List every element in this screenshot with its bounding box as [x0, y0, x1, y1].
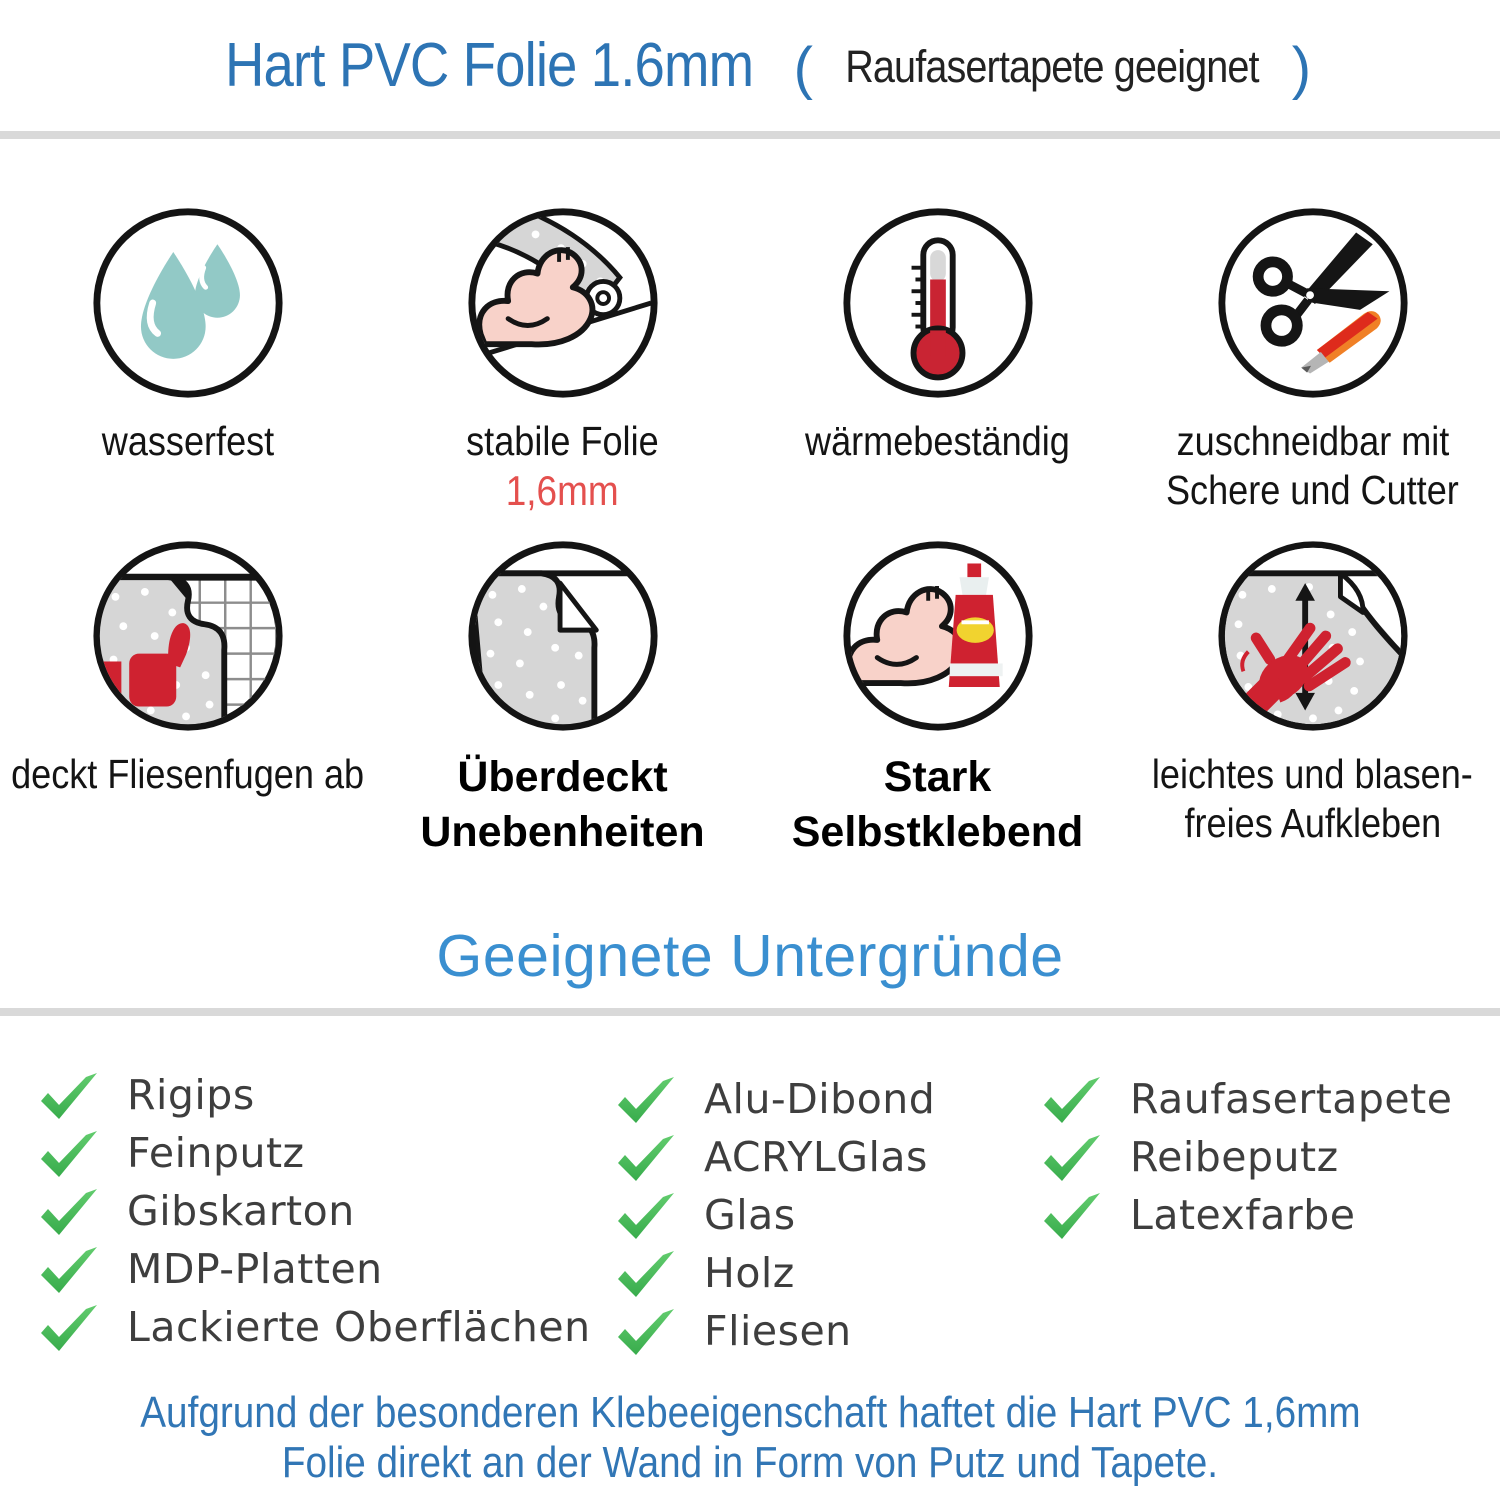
- feature-row-1: [0, 205, 1500, 516]
- surface-label: Gibskarton: [127, 1187, 355, 1235]
- surface-label: Feinputz: [127, 1129, 305, 1177]
- check-icon: [612, 1188, 678, 1242]
- check-icon: [1038, 1188, 1104, 1242]
- list-item: [612, 1186, 935, 1244]
- page-title: [0, 30, 1500, 102]
- list-item: [612, 1070, 935, 1128]
- muscle-foil-icon: [465, 205, 661, 401]
- feature-label-line2: freies Aufkleben: [1184, 800, 1441, 846]
- list-item: [35, 1298, 591, 1356]
- check-icon: [35, 1126, 101, 1180]
- list-item: [35, 1066, 591, 1124]
- list-item: [612, 1302, 935, 1360]
- feature-label-line1: Überdeckt: [457, 753, 668, 801]
- title-main: Hart PVC Folie 1.6mm: [224, 31, 754, 100]
- feature-wasserfest: [0, 205, 375, 516]
- check-icon: [1038, 1130, 1104, 1184]
- list-item: [1038, 1186, 1452, 1244]
- surfaces-column-3: [1038, 1070, 1452, 1244]
- surface-label: Latexfarbe: [1130, 1191, 1356, 1239]
- hand-smooth-icon: [1215, 538, 1411, 734]
- water-drops-icon: [90, 205, 286, 401]
- feature-label-line1: Stark: [883, 753, 992, 801]
- surface-label: Holz: [704, 1249, 795, 1297]
- feature-stabile-folie: [375, 205, 750, 516]
- thumb-tiles-icon: [90, 538, 286, 734]
- divider-top: [0, 131, 1500, 139]
- feature-unebenheiten: [375, 538, 750, 860]
- list-item: [35, 1124, 591, 1182]
- footer-line1: Aufgrund der besonderen Klebeeigenschaft haftet die Hart PVC 1,6mm: [139, 1388, 1361, 1437]
- title-paren-close: ): [1291, 36, 1312, 101]
- title-subtitle: Raufasertapete geeignet: [845, 41, 1260, 92]
- surface-label: Reibeputz: [1130, 1133, 1339, 1181]
- check-icon: [612, 1246, 678, 1300]
- feature-label: stabile Folie: [466, 418, 659, 464]
- muscle-glue-icon: [840, 538, 1036, 734]
- feature-selbstklebend: [750, 538, 1125, 860]
- surface-label: Alu-Dibond: [704, 1075, 936, 1123]
- feature-label-line1: leichtes und blasen-: [1152, 751, 1473, 797]
- check-icon: [35, 1300, 101, 1354]
- check-icon: [35, 1184, 101, 1238]
- divider-surfaces: [0, 1008, 1500, 1016]
- feature-label-line2: Unebenheiten: [420, 808, 705, 856]
- surface-label: Fliesen: [704, 1307, 852, 1355]
- feature-label: wärmebeständig: [805, 418, 1070, 464]
- surface-label: Glas: [704, 1191, 796, 1239]
- surface-label: Raufasertapete: [1130, 1075, 1453, 1123]
- list-item: [1038, 1128, 1452, 1186]
- check-icon: [35, 1068, 101, 1122]
- surface-label: MDP-Platten: [127, 1245, 383, 1293]
- feature-zuschneidbar: [1125, 205, 1500, 516]
- list-item: [35, 1182, 591, 1240]
- check-icon: [612, 1304, 678, 1358]
- list-item: [612, 1128, 935, 1186]
- feature-label-line2: Schere und Cutter: [1166, 467, 1459, 513]
- feature-label-line2: Selbstklebend: [791, 808, 1084, 856]
- feature-label-line1: zuschneidbar mit: [1176, 418, 1449, 464]
- check-icon: [35, 1242, 101, 1296]
- feature-label: deckt Fliesenfugen ab: [10, 751, 365, 797]
- check-icon: [612, 1130, 678, 1184]
- foil-fold-icon: [465, 538, 661, 734]
- feature-aufkleben: [1125, 538, 1500, 860]
- surfaces-heading: Geeignete Untergründe: [436, 923, 1064, 989]
- scissors-cutter-icon: [1215, 205, 1411, 401]
- list-item: [1038, 1070, 1452, 1128]
- surfaces-column-2: [612, 1070, 935, 1360]
- feature-waermebestaendig: [750, 205, 1125, 516]
- surfaces-column-1: [35, 1066, 591, 1356]
- thermometer-icon: [840, 205, 1036, 401]
- list-item: [612, 1244, 935, 1302]
- feature-label: wasserfest: [101, 418, 274, 464]
- footer-note: [0, 1388, 1500, 1488]
- check-icon: [612, 1072, 678, 1126]
- surface-label: Rigips: [127, 1071, 255, 1119]
- surface-label: ACRYLGlas: [704, 1133, 928, 1181]
- title-paren-open: (: [793, 36, 813, 101]
- check-icon: [1038, 1072, 1104, 1126]
- feature-thickness-value: 1,6mm: [506, 467, 619, 514]
- surface-label: Lackierte Oberflächen: [127, 1303, 591, 1351]
- feature-row-2: [0, 538, 1500, 860]
- feature-fliesenfugen: [0, 538, 375, 860]
- list-item: [35, 1240, 591, 1298]
- footer-line2: Folie direkt an der Wand in Form von Putz und Tapete.: [281, 1438, 1219, 1487]
